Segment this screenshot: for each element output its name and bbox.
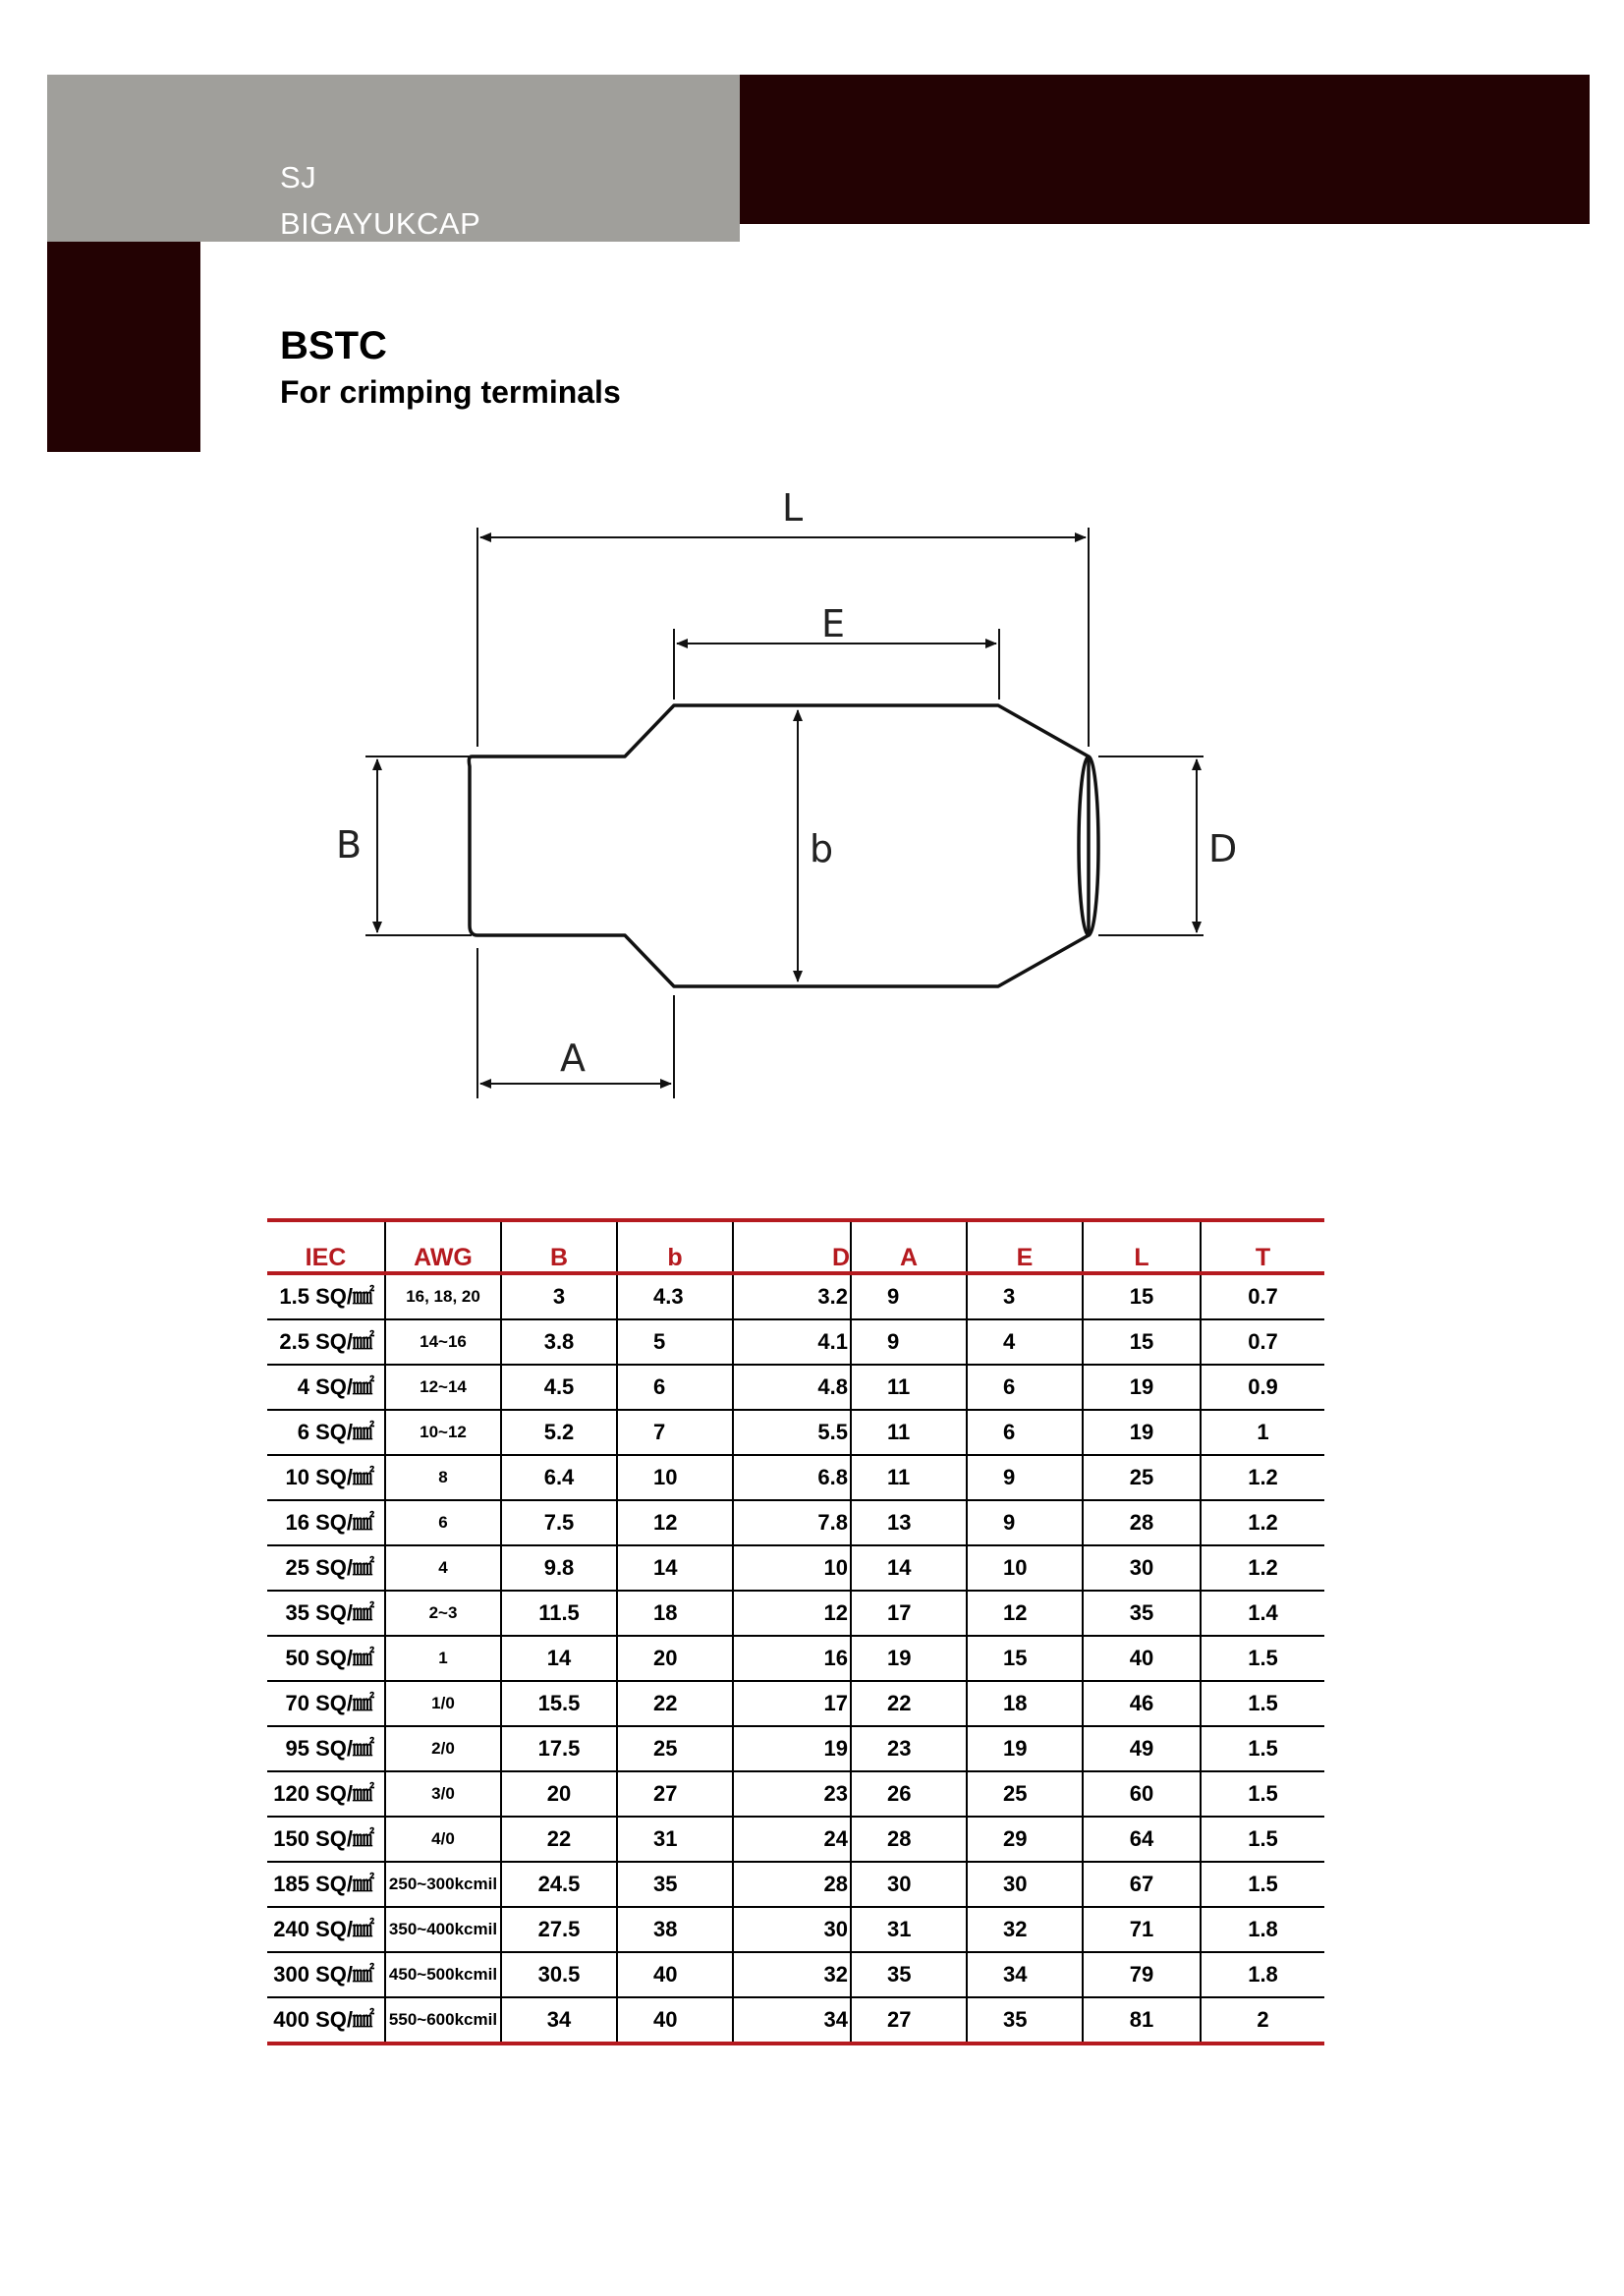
cell-awg: 6 — [385, 1500, 501, 1545]
dim-label-E: E — [821, 602, 846, 645]
cell-iec: 240 SQ/㎟ — [267, 1907, 385, 1952]
cell-E: 6 — [967, 1365, 1083, 1410]
cell-L: 28 — [1083, 1500, 1201, 1545]
cell-T: 1.4 — [1201, 1591, 1324, 1636]
cell-b: 20 — [617, 1636, 733, 1681]
cell-T: 1.8 — [1201, 1907, 1324, 1952]
cell-b: 10 — [617, 1455, 733, 1500]
cell-L: 35 — [1083, 1591, 1201, 1636]
cell-L: 19 — [1083, 1410, 1201, 1455]
cell-awg: 1/0 — [385, 1681, 501, 1726]
cell-b: 18 — [617, 1591, 733, 1636]
table-row — [267, 1862, 1324, 1907]
cell-iec: 4 SQ/㎟ — [267, 1365, 385, 1410]
cell-E: 32 — [967, 1907, 1083, 1952]
cell-iec: 1.5 SQ/㎟ — [267, 1273, 385, 1319]
cell-b: 25 — [617, 1726, 733, 1771]
cell-B: 22 — [501, 1817, 617, 1862]
cell-A: 26 — [851, 1771, 967, 1817]
header-T: T — [1201, 1220, 1324, 1273]
cell-D: 34 — [733, 1997, 851, 2044]
cell-awg: 10~12 — [385, 1410, 501, 1455]
cell-b: 40 — [617, 1997, 733, 2044]
cell-T: 1.5 — [1201, 1862, 1324, 1907]
table-row — [267, 1636, 1324, 1681]
cell-iec: 16 SQ/㎟ — [267, 1500, 385, 1545]
cell-awg: 4/0 — [385, 1817, 501, 1862]
cell-L: 64 — [1083, 1817, 1201, 1862]
cell-E: 9 — [967, 1455, 1083, 1500]
cell-E: 25 — [967, 1771, 1083, 1817]
cell-D: 4.8 — [733, 1365, 851, 1410]
header-D: D — [733, 1220, 851, 1273]
cell-awg: 2/0 — [385, 1726, 501, 1771]
cell-L: 40 — [1083, 1636, 1201, 1681]
table-row — [267, 1591, 1324, 1636]
cell-D: 7.8 — [733, 1500, 851, 1545]
cell-L: 19 — [1083, 1365, 1201, 1410]
cell-b: 4.3 — [617, 1273, 733, 1319]
cell-A: 35 — [851, 1952, 967, 1997]
cell-D: 32 — [733, 1952, 851, 1997]
cell-D: 16 — [733, 1636, 851, 1681]
cell-T: 1.5 — [1201, 1636, 1324, 1681]
cell-E: 18 — [967, 1681, 1083, 1726]
cell-T: 1.5 — [1201, 1817, 1324, 1862]
header-b: b — [617, 1220, 733, 1273]
cell-A: 13 — [851, 1500, 967, 1545]
cell-E: 35 — [967, 1997, 1083, 2044]
cell-B: 7.5 — [501, 1500, 617, 1545]
cell-E: 3 — [967, 1273, 1083, 1319]
cell-E: 15 — [967, 1636, 1083, 1681]
table-row — [267, 1817, 1324, 1862]
cell-D: 4.1 — [733, 1319, 851, 1365]
cell-B: 30.5 — [501, 1952, 617, 1997]
cell-T: 0.7 — [1201, 1273, 1324, 1319]
cell-b: 12 — [617, 1500, 733, 1545]
cell-L: 46 — [1083, 1681, 1201, 1726]
cell-awg: 1 — [385, 1636, 501, 1681]
cell-b: 27 — [617, 1771, 733, 1817]
cell-iec: 35 SQ/㎟ — [267, 1591, 385, 1636]
cell-A: 9 — [851, 1319, 967, 1365]
cell-A: 11 — [851, 1455, 967, 1500]
cell-E: 30 — [967, 1862, 1083, 1907]
cell-D: 23 — [733, 1771, 851, 1817]
cell-iec: 25 SQ/㎟ — [267, 1545, 385, 1591]
cell-awg: 8 — [385, 1455, 501, 1500]
cell-L: 79 — [1083, 1952, 1201, 1997]
cell-E: 4 — [967, 1319, 1083, 1365]
cell-b: 14 — [617, 1545, 733, 1591]
cell-b: 40 — [617, 1952, 733, 1997]
cell-L: 15 — [1083, 1273, 1201, 1319]
table-row — [267, 1410, 1324, 1455]
cell-awg: 12~14 — [385, 1365, 501, 1410]
brand-line-2: BIGAYUKCAP — [280, 206, 481, 241]
cell-iec: 120 SQ/㎟ — [267, 1771, 385, 1817]
cell-E: 10 — [967, 1545, 1083, 1591]
cell-D: 12 — [733, 1591, 851, 1636]
cell-T: 1.5 — [1201, 1771, 1324, 1817]
cell-D: 3.2 — [733, 1273, 851, 1319]
cell-iec: 6 SQ/㎟ — [267, 1410, 385, 1455]
cell-D: 5.5 — [733, 1410, 851, 1455]
table-row — [267, 1952, 1324, 1997]
header-B: B — [501, 1220, 617, 1273]
cell-D: 19 — [733, 1726, 851, 1771]
cell-awg: 4 — [385, 1545, 501, 1591]
cell-A: 9 — [851, 1273, 967, 1319]
cell-E: 34 — [967, 1952, 1083, 1997]
cell-A: 11 — [851, 1410, 967, 1455]
brand-line-1: SJ — [280, 160, 317, 195]
cell-awg: 2~3 — [385, 1591, 501, 1636]
cell-L: 81 — [1083, 1997, 1201, 2044]
cell-A: 22 — [851, 1681, 967, 1726]
cell-b: 7 — [617, 1410, 733, 1455]
table-row — [267, 1997, 1324, 2044]
cell-D: 17 — [733, 1681, 851, 1726]
cell-awg: 16, 18, 20 — [385, 1273, 501, 1319]
cell-D: 10 — [733, 1545, 851, 1591]
cell-E: 12 — [967, 1591, 1083, 1636]
table-row — [267, 1365, 1324, 1410]
cell-b: 31 — [617, 1817, 733, 1862]
dimension-diagram — [0, 0, 1624, 1130]
cell-B: 15.5 — [501, 1681, 617, 1726]
cell-A: 19 — [851, 1636, 967, 1681]
cell-b: 35 — [617, 1862, 733, 1907]
header-L: L — [1083, 1220, 1201, 1273]
cell-B: 20 — [501, 1771, 617, 1817]
cell-D: 24 — [733, 1817, 851, 1862]
cell-iec: 185 SQ/㎟ — [267, 1862, 385, 1907]
cell-awg: 550~600kcmil — [385, 1997, 501, 2044]
dim-label-L: L — [782, 486, 804, 530]
cell-b: 38 — [617, 1907, 733, 1952]
cell-L: 49 — [1083, 1726, 1201, 1771]
cell-L: 25 — [1083, 1455, 1201, 1500]
cell-D: 6.8 — [733, 1455, 851, 1500]
table-header-row — [267, 1220, 1324, 1273]
cell-awg: 250~300kcmil — [385, 1862, 501, 1907]
cell-iec: 70 SQ/㎟ — [267, 1681, 385, 1726]
cell-B: 34 — [501, 1997, 617, 2044]
table-row — [267, 1319, 1324, 1365]
cell-iec: 95 SQ/㎟ — [267, 1726, 385, 1771]
cell-E: 19 — [967, 1726, 1083, 1771]
cell-D: 30 — [733, 1907, 851, 1952]
table-row — [267, 1455, 1324, 1500]
table-row — [267, 1726, 1324, 1771]
cell-iec: 2.5 SQ/㎟ — [267, 1319, 385, 1365]
cell-E: 29 — [967, 1817, 1083, 1862]
cell-B: 14 — [501, 1636, 617, 1681]
cell-B: 6.4 — [501, 1455, 617, 1500]
cell-L: 60 — [1083, 1771, 1201, 1817]
cell-T: 1.2 — [1201, 1500, 1324, 1545]
cell-awg: 350~400kcmil — [385, 1907, 501, 1952]
header-A: A — [851, 1220, 967, 1273]
cell-T: 1.5 — [1201, 1681, 1324, 1726]
table-row — [267, 1907, 1324, 1952]
cell-A: 23 — [851, 1726, 967, 1771]
header-iec: IEC — [267, 1220, 385, 1273]
dim-label-A: A — [560, 1036, 586, 1080]
cell-awg: 14~16 — [385, 1319, 501, 1365]
cell-B: 3.8 — [501, 1319, 617, 1365]
cell-B: 4.5 — [501, 1365, 617, 1410]
cell-L: 67 — [1083, 1862, 1201, 1907]
dim-label-b: b — [810, 827, 834, 870]
cell-awg: 450~500kcmil — [385, 1952, 501, 1997]
cell-A: 28 — [851, 1817, 967, 1862]
dim-label-B: B — [336, 823, 363, 867]
cell-iec: 150 SQ/㎟ — [267, 1817, 385, 1862]
cell-b: 6 — [617, 1365, 733, 1410]
cell-iec: 400 SQ/㎟ — [267, 1997, 385, 2044]
table-row — [267, 1273, 1324, 1319]
cell-A: 11 — [851, 1365, 967, 1410]
table-row — [267, 1500, 1324, 1545]
table-row — [267, 1681, 1324, 1726]
cell-T: 1.5 — [1201, 1726, 1324, 1771]
table-row — [267, 1545, 1324, 1591]
cell-B: 11.5 — [501, 1591, 617, 1636]
header-awg: AWG — [385, 1220, 501, 1273]
cell-T: 1.2 — [1201, 1455, 1324, 1500]
cell-iec: 50 SQ/㎟ — [267, 1636, 385, 1681]
cell-A: 17 — [851, 1591, 967, 1636]
cell-A: 30 — [851, 1862, 967, 1907]
cell-B: 9.8 — [501, 1545, 617, 1591]
cell-b: 22 — [617, 1681, 733, 1726]
cell-iec: 10 SQ/㎟ — [267, 1455, 385, 1500]
cell-A: 27 — [851, 1997, 967, 2044]
cell-T: 2 — [1201, 1997, 1324, 2044]
cell-T: 0.9 — [1201, 1365, 1324, 1410]
cell-D: 28 — [733, 1862, 851, 1907]
cell-T: 1.2 — [1201, 1545, 1324, 1591]
cell-b: 5 — [617, 1319, 733, 1365]
cell-iec: 300 SQ/㎟ — [267, 1952, 385, 1997]
cell-L: 15 — [1083, 1319, 1201, 1365]
cell-awg: 3/0 — [385, 1771, 501, 1817]
cell-B: 24.5 — [501, 1862, 617, 1907]
cell-E: 6 — [967, 1410, 1083, 1455]
cell-A: 14 — [851, 1545, 967, 1591]
cell-T: 0.7 — [1201, 1319, 1324, 1365]
spec-table-body — [267, 1273, 1324, 2044]
table-row — [267, 1771, 1324, 1817]
cell-L: 71 — [1083, 1907, 1201, 1952]
cell-T: 1.8 — [1201, 1952, 1324, 1997]
cell-B: 5.2 — [501, 1410, 617, 1455]
cell-B: 27.5 — [501, 1907, 617, 1952]
header-E: E — [967, 1220, 1083, 1273]
product-description: For crimping terminals — [280, 374, 621, 410]
cell-B: 17.5 — [501, 1726, 617, 1771]
cell-L: 30 — [1083, 1545, 1201, 1591]
cell-B: 3 — [501, 1273, 617, 1319]
cell-E: 9 — [967, 1500, 1083, 1545]
cell-A: 31 — [851, 1907, 967, 1952]
spec-table — [267, 1218, 1324, 2045]
dim-label-D: D — [1208, 827, 1238, 870]
cell-T: 1 — [1201, 1410, 1324, 1455]
product-code: BSTC — [280, 324, 387, 367]
